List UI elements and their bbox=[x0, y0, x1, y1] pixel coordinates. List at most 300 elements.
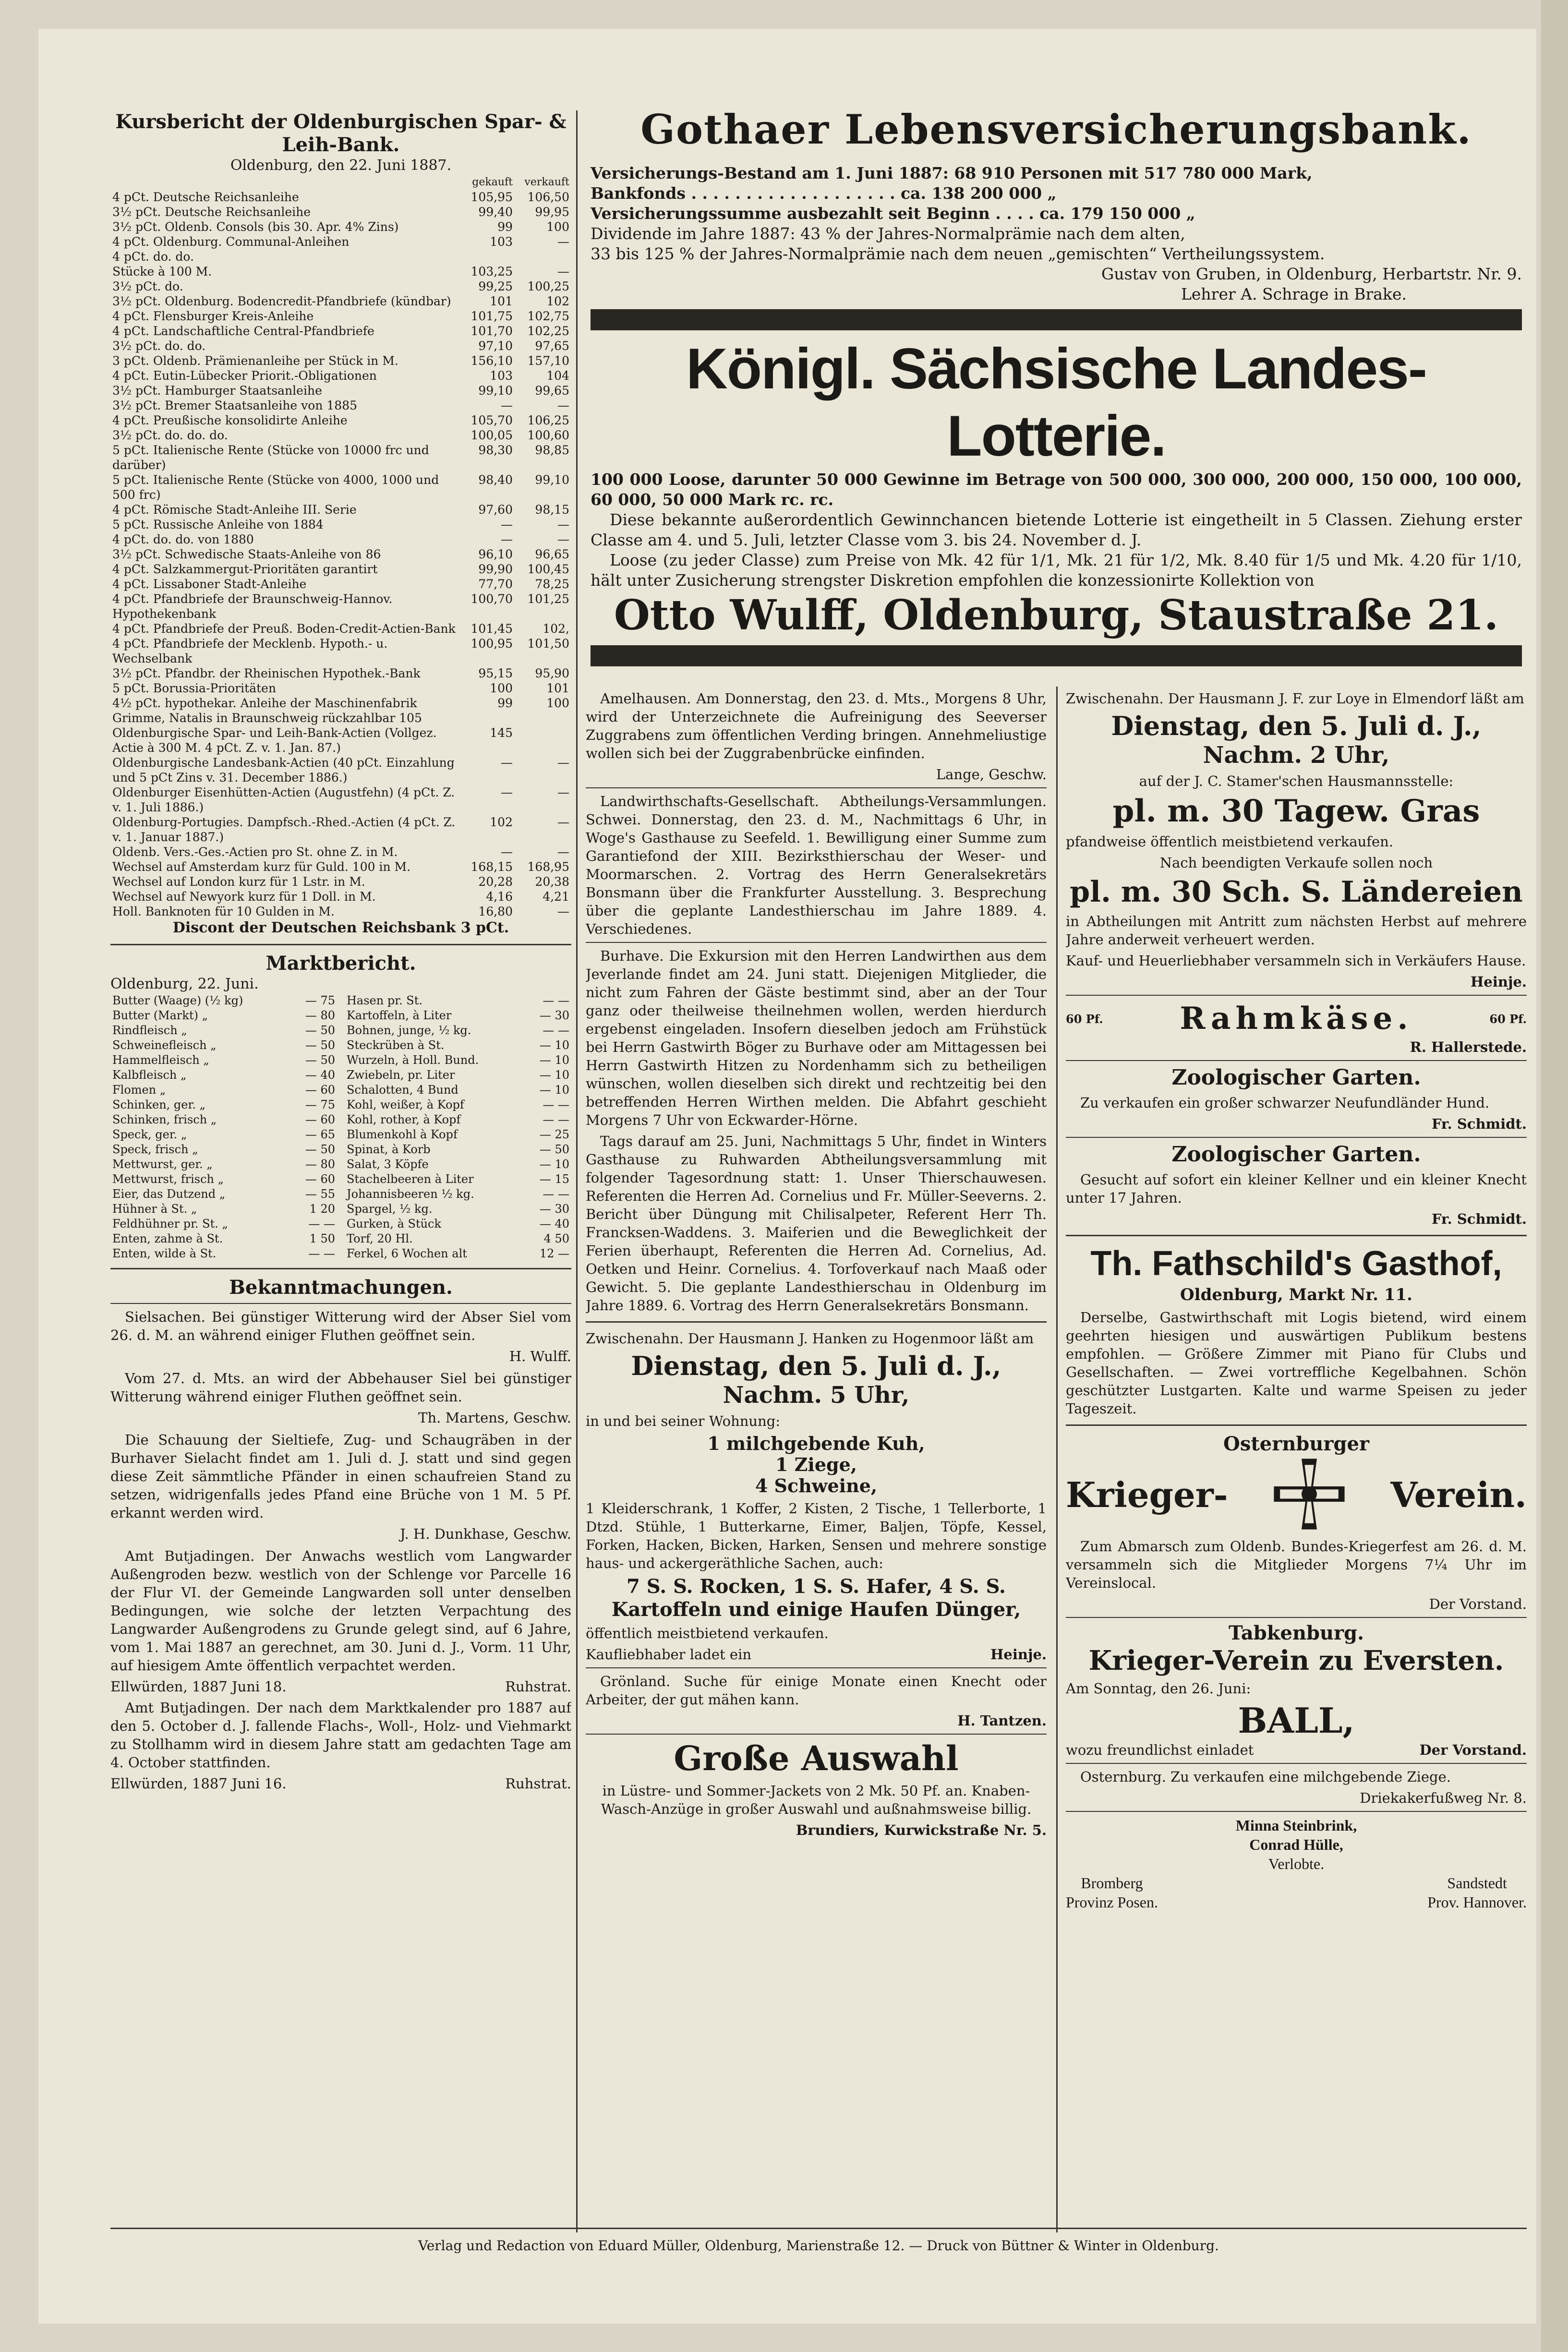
krieger-left: Krieger- bbox=[1066, 1474, 1228, 1515]
divider bbox=[110, 944, 571, 945]
verl-3: Verlobte. bbox=[1268, 1855, 1325, 1872]
grosse-auswahl: Große Auswahl bbox=[674, 1738, 959, 1778]
ost-title: Osternburger bbox=[1223, 1433, 1370, 1455]
divider bbox=[1066, 995, 1527, 996]
gotha-line-1: Versicherungs-Bestand am 1. Juni 1887: 68 910 Personen mit 517 780 000 Mark, bbox=[591, 164, 1313, 182]
table-row bbox=[110, 681, 571, 696]
tab-l2: wozu freundlichst einladet bbox=[1066, 1742, 1254, 1758]
tab-sig: Der Vorstand. bbox=[1419, 1742, 1527, 1758]
row-label: Kohl, rother, à Kopf bbox=[347, 1113, 461, 1126]
row-label: Schalotten, 4 Bund bbox=[347, 1083, 458, 1097]
table-row bbox=[110, 517, 571, 532]
row-value: — bbox=[557, 235, 569, 249]
row-value: 100 bbox=[546, 696, 569, 710]
lottery-line-2: Diese bekannte außerordentlich Gewinnchancen bietende Lotterie ist eingetheilt in 5 Classen. Ziehung erster Classe am 4. und 5. Juli, letzter Classe vom 3. bis 24. November d. J. bbox=[591, 510, 1522, 549]
zw-loye-sig: Heinje. bbox=[1471, 974, 1527, 990]
table-row bbox=[110, 472, 571, 502]
row-value: — bbox=[501, 845, 513, 859]
verl-1: Minna Steinbrink, bbox=[1235, 1817, 1357, 1834]
divider bbox=[1066, 1424, 1527, 1426]
rahm-sig: R. Hallerstede. bbox=[1410, 1039, 1527, 1055]
row-label: 4 pCt. Pfandbriefe der Preuß. Boden-Credit-Actien-Bank bbox=[112, 622, 456, 636]
table-row bbox=[110, 205, 571, 219]
row-label: 4 pCt. Deutsche Reichsanleihe bbox=[112, 190, 299, 204]
row-value: 99,40 bbox=[478, 205, 513, 219]
column-middle bbox=[586, 687, 1047, 2232]
bek-4-footer bbox=[110, 1677, 571, 1696]
row-value: 100,60 bbox=[527, 428, 569, 442]
table-row bbox=[110, 993, 337, 1008]
table-row bbox=[345, 1187, 571, 1202]
row-label: Wechsel auf Amsterdam kurz für Guld. 100 in M. bbox=[112, 860, 411, 874]
row-value: — bbox=[557, 532, 569, 546]
zw-loye-l3: Nach beendigten Verkaufe sollen noch bbox=[1159, 855, 1433, 871]
table-row bbox=[110, 1157, 337, 1172]
row-value: 20,38 bbox=[535, 875, 569, 889]
row-label: Rindfleisch „ bbox=[112, 1024, 187, 1037]
row-label: 4 pCt. Preußische konsolidirte Anleihe bbox=[112, 413, 348, 427]
rahm-price-left: 60 Pf. bbox=[1066, 1012, 1103, 1026]
table-row bbox=[110, 1142, 337, 1157]
row-label: Hammelfleisch „ bbox=[112, 1053, 209, 1067]
divider bbox=[1066, 1235, 1527, 1236]
row-label: Mettwurst, ger. „ bbox=[112, 1158, 213, 1171]
table-row bbox=[110, 249, 571, 264]
footer-rule bbox=[110, 2228, 1527, 2229]
markt-date: Oldenburg, 22. Juni. bbox=[110, 976, 259, 992]
table-row bbox=[345, 1083, 571, 1098]
bek-4: Amt Butjadingen. Der Anwachs westlich vom Langwarder Außengroden bezw. westlich von der Schlenge vor Parcelle 16 der Flur VI. der Gemeinde Langwarden soll unter denselben Bedingungen, wie solche der letzten Verpachtung des Langwarder Außengrodens zu Grunde gelegt sind, auf 6 Jahre, vom 1. Mai 1887 an gerechnet, am 30. Juni d. J., Vorm. 11 Uhr, auf hiesigem Amte öffentlich verpachtet werden. bbox=[110, 1548, 571, 1674]
table-row bbox=[110, 889, 571, 904]
row-label: Spinat, à Korb bbox=[347, 1143, 431, 1156]
row-label: Wurzeln, à Holl. Bund. bbox=[347, 1053, 479, 1067]
row-label: Speck, ger. „ bbox=[112, 1128, 187, 1141]
row-value: 97,10 bbox=[478, 339, 513, 353]
row-label: Feldhühner pr. St. „ bbox=[112, 1217, 228, 1230]
row-value: — bbox=[557, 845, 569, 859]
zw-hanken-head: Zwischenahn. Der Hausmann J. Hanken zu Hogenmoor läßt am bbox=[586, 1330, 1034, 1347]
row-label: 5 pCt. Borussia-Prioritäten bbox=[112, 681, 277, 695]
row-label: Kohl, weißer, à Kopf bbox=[347, 1098, 464, 1111]
kurs-head-gekauft: gekauft bbox=[472, 176, 513, 188]
row-label: 4 pCt. Salzkammergut-Prioritäten garantirt bbox=[112, 562, 378, 576]
table-row bbox=[110, 621, 571, 636]
row-value: — 80 bbox=[305, 1158, 335, 1171]
row-value: — 55 bbox=[305, 1187, 335, 1201]
row-value: 101 bbox=[546, 681, 569, 695]
krieger-header bbox=[1066, 1456, 1527, 1534]
row-value: 100,25 bbox=[527, 279, 569, 293]
table-row bbox=[110, 785, 571, 815]
row-label: Wechsel auf Newyork kurz für 1 Doll. in M. bbox=[112, 890, 376, 904]
row-value: — 50 bbox=[305, 1143, 335, 1156]
zw-loye-head: Zwischenahn. Der Hausmann J. F. zur Loye in Elmendorf läßt am bbox=[1066, 690, 1524, 707]
row-value: — 10 bbox=[539, 1038, 569, 1052]
row-value: 101,25 bbox=[527, 592, 569, 606]
row-label: Wechsel auf London kurz für 1 Lstr. in M. bbox=[112, 875, 365, 889]
divider bbox=[110, 1268, 571, 1269]
table-row bbox=[345, 1202, 571, 1217]
kurs-date: Oldenburg, den 22. Juni 1887. bbox=[230, 157, 452, 174]
table-row bbox=[110, 502, 571, 517]
bek-3-sig: J. H. Dunkhase, Geschw. bbox=[400, 1526, 571, 1542]
row-label: Schinken, ger. „ bbox=[112, 1098, 206, 1111]
divider bbox=[586, 1667, 1047, 1668]
row-value: 106,50 bbox=[527, 190, 569, 204]
table-row bbox=[345, 1127, 571, 1142]
gronland: Grönland. Suche für einige Monate einen Knecht oder Arbeiter, der gut mähen kann. bbox=[586, 1673, 1047, 1708]
kurs-title: Kursbericht der Oldenburgischen Spar- & Leih-Bank. bbox=[115, 110, 567, 156]
row-value: 100 bbox=[546, 220, 569, 234]
row-value: — 40 bbox=[539, 1217, 569, 1230]
zw-hanken-footer bbox=[586, 1645, 1047, 1664]
table-row bbox=[110, 666, 571, 681]
fath-sub: Oldenburg, Markt Nr. 11. bbox=[1180, 1285, 1412, 1304]
table-row bbox=[110, 547, 571, 562]
row-value: — 60 bbox=[305, 1113, 335, 1126]
row-value: 101 bbox=[490, 294, 513, 308]
row-value: 98,40 bbox=[478, 473, 513, 487]
row-label: Butter (Markt) „ bbox=[112, 1009, 208, 1022]
row-label: Oldenburg-Portugies. Dampfsch.-Rhed.-Actien (4 pCt. Z. v. 1. Januar 1887.) bbox=[112, 815, 456, 844]
top-ads bbox=[591, 163, 1522, 671]
row-label: Gurken, à Stück bbox=[347, 1217, 442, 1230]
row-label: Blumenkohl à Kopf bbox=[347, 1128, 458, 1141]
row-label: Steckrüben à St. bbox=[347, 1038, 445, 1052]
row-value: — bbox=[557, 265, 569, 278]
row-value: 102 bbox=[490, 815, 513, 829]
table-row bbox=[110, 591, 571, 621]
table-row bbox=[110, 1202, 337, 1217]
zw-hanken-l1: in und bei seiner Wohnung: bbox=[586, 1413, 781, 1429]
bek-1-sig: H. Wulff. bbox=[509, 1348, 571, 1364]
zw-hanken-date: Dienstag, den 5. Juli d. J., bbox=[631, 1351, 1001, 1381]
row-value: 99,25 bbox=[478, 279, 513, 293]
row-label: Speck, frisch „ bbox=[112, 1143, 198, 1156]
row-label: 3½ pCt. Schwedische Staats-Anleihe von 86 bbox=[112, 547, 381, 561]
row-value: 77,70 bbox=[478, 577, 513, 591]
bek-1: Sielsachen. Bei günstiger Witterung wird der Abser Siel vom 26. d. M. an während einiger Fluthen geöffnet sein. bbox=[110, 1309, 571, 1343]
bek-4-sig: Ruhstrat. bbox=[505, 1678, 571, 1695]
row-value: 20,28 bbox=[478, 875, 513, 889]
table-row bbox=[110, 1127, 337, 1142]
table-row bbox=[110, 1231, 337, 1246]
bek-2-sig: Th. Martens, Geschw. bbox=[418, 1410, 571, 1426]
lottery-title: Königl. Sächsische Landes-Lotterie. bbox=[686, 337, 1426, 468]
row-value: 96,65 bbox=[535, 547, 569, 561]
row-label: Enten, wilde à St. bbox=[112, 1247, 217, 1260]
bek-3: Die Schauung der Sieltiefe, Zug- und Schaugräben in der Burhaver Sielacht findet am 1. Juli d. J. statt und sind gegen diese Zeit sämmtliche Pfänder in einen schaufreien Stand zu setzen, widrigenfalls jedes Pfand eine Brüche von 1 M. 5 Pf. erkannt werden wird. bbox=[110, 1432, 571, 1521]
table-row bbox=[110, 264, 571, 279]
kurs-head-verkauft: verkauft bbox=[524, 176, 569, 188]
row-label: Stücke à 100 M. bbox=[112, 265, 212, 278]
row-label: Flomen „ bbox=[112, 1083, 166, 1097]
table-row bbox=[345, 1038, 571, 1053]
row-label: 3½ pCt. Oldenburg. Bodencredit-Pfandbriefe (kündbar) bbox=[112, 294, 451, 308]
table-row bbox=[110, 562, 571, 577]
row-value: — bbox=[557, 756, 569, 770]
tags-darauf: Tags darauf am 25. Juni, Nachmittags 5 Uhr, findet in Winters Gasthause zu Ruhwarden Abtheilungsversammlung mit folgender Tagesordnung statt: 1. Unser Thierschauwesen. Referenten die Herren Ad. Cornelius und Fr. Müller-Seeverns. 2. Bericht über Düngung mit Chilisalpeter, Referent Herr Th. Francksen-Waddens. 3. Maiferien und die Beweglichkeit der Ferien überhaupt, Referenten die Herren Ad. Cornelius, Ad. Oetken und Heinr. Cornelius. 4. Torfoverkauf nach Maaß oder Gewicht. 5. Die geplante Landesthierschau in Oldenburg im Jahre 1889. 6. Vortrag des Herrn Generalsekretärs Bonsmann. bbox=[586, 1133, 1047, 1314]
row-label: 4 pCt. Eutin-Lübecker Priorit.-Obligationen bbox=[112, 369, 377, 383]
table-row bbox=[345, 1068, 571, 1083]
divider bbox=[1066, 1811, 1527, 1812]
row-value: 96,10 bbox=[478, 547, 513, 561]
table-row bbox=[110, 279, 571, 294]
row-label: Oldenburgische Spar- und Leih-Bank-Actien (Vollgez. Actie à 300 M. 4 pCt. Z. v. 1. Jan. 87.) bbox=[112, 726, 437, 755]
row-label: 4 pCt. Landschaftliche Central-Pfandbriefe bbox=[112, 324, 374, 338]
amelhausen-sig: Lange, Geschw. bbox=[936, 766, 1047, 783]
kurs-table bbox=[110, 175, 571, 919]
row-value: — bbox=[557, 518, 569, 531]
row-value: 156,10 bbox=[470, 354, 513, 368]
markt-title: Marktbericht. bbox=[265, 952, 416, 975]
row-value: 98,15 bbox=[535, 503, 569, 517]
row-value bbox=[515, 725, 571, 755]
table-row bbox=[110, 1083, 337, 1098]
row-value: 100,45 bbox=[527, 562, 569, 576]
table-row bbox=[110, 696, 571, 725]
row-value: 101,70 bbox=[470, 324, 513, 338]
row-value: 105,70 bbox=[470, 413, 513, 427]
row-label: 3½ pCt. do. do. do. bbox=[112, 428, 228, 442]
table-row bbox=[110, 725, 571, 755]
table-row bbox=[110, 413, 571, 428]
row-value: 104 bbox=[546, 369, 569, 383]
verl-a: Bromberg bbox=[1081, 1874, 1143, 1892]
row-value: 95,15 bbox=[478, 666, 513, 680]
tab-l1: Am Sonntag, den 26. Juni: bbox=[1066, 1680, 1251, 1697]
row-label: 4 pCt. Flensburger Kreis-Anleihe bbox=[112, 309, 314, 323]
row-label: 4 pCt. Lissaboner Stadt-Anleihe bbox=[112, 577, 307, 591]
zw-hanken-l4: 4 Schweine, bbox=[755, 1475, 878, 1496]
divider bbox=[110, 1303, 571, 1304]
row-value: 4 50 bbox=[543, 1232, 569, 1245]
row-label: 5 pCt. Italienische Rente (Stücke von 10000 frc und darüber) bbox=[112, 443, 429, 472]
row-value: 168,95 bbox=[527, 860, 569, 874]
binding-edge bbox=[1541, 0, 1568, 2352]
lottery-line-3: Loose (zu jeder Classe) zum Preise von Mk. 42 für 1/1, Mk. 21 für 1/2, Mk. 8.40 für 1/5 und Mk. 4.20 für 1/10, hält unter Zusicherung strengster Diskretion empfohlen die konzessionirte Kollektion von bbox=[591, 551, 1522, 590]
row-label: Hasen pr. St. bbox=[347, 994, 423, 1007]
row-label: Kartoffeln, à Liter bbox=[347, 1009, 452, 1022]
row-value: — 10 bbox=[539, 1083, 569, 1097]
row-value: 101,45 bbox=[470, 622, 513, 636]
row-label: 4 pCt. Römische Stadt-Anleihe III. Serie bbox=[112, 503, 357, 517]
divider bbox=[1066, 1060, 1527, 1061]
row-value: 100,70 bbox=[470, 592, 513, 606]
row-value: 157,10 bbox=[527, 354, 569, 368]
row-label: Johannisbeeren ½ kg. bbox=[347, 1187, 474, 1201]
zw-loye-date: Dienstag, den 5. Juli d. J., bbox=[1111, 711, 1482, 741]
verl-places bbox=[1066, 1873, 1527, 1912]
row-value: — — bbox=[543, 1098, 569, 1111]
table-row bbox=[110, 1098, 337, 1112]
zoo1-title: Zoologischer Garten. bbox=[1171, 1065, 1421, 1090]
table-row bbox=[345, 1023, 571, 1038]
zw-hanken-l7: öffentlich meistbietend verkaufen. bbox=[586, 1625, 829, 1641]
row-value: — 10 bbox=[539, 1068, 569, 1082]
row-value: — bbox=[557, 398, 569, 412]
zw-hanken-sig: Heinje. bbox=[990, 1646, 1047, 1663]
verl-b: Provinz Posen. bbox=[1066, 1894, 1158, 1911]
gotha-line-3: Versicherungssumme ausbezahlt seit Beginn . . . . ca. 179 150 000 „ bbox=[591, 204, 1195, 223]
row-value: — 65 bbox=[305, 1128, 335, 1141]
column-right bbox=[1066, 687, 1527, 2232]
table-row bbox=[110, 398, 571, 413]
column-rule bbox=[1056, 687, 1058, 2232]
verl-2: Conrad Hülle, bbox=[1249, 1836, 1343, 1853]
row-label: Enten, zahme à St. bbox=[112, 1232, 223, 1245]
row-value: 99 bbox=[497, 220, 513, 234]
row-value: — bbox=[557, 785, 569, 799]
zw-loye-big1: pl. m. 30 Tagew. Gras bbox=[1112, 793, 1480, 829]
row-value: — 80 bbox=[305, 1009, 335, 1022]
row-label: 3½ pCt. Pfandbr. der Rheinischen Hypothek.-Bank bbox=[112, 666, 421, 680]
row-value: — 10 bbox=[539, 1158, 569, 1171]
bek-5: Amt Butjadingen. Der nach dem Marktkalender pro 1887 auf den 5. October d. J. fallende Flachs-, Woll-, Holz- und Viehmarkt zu Stollhamm wird in diesem Jahre statt am gedachten Tage am 4. October stattfinden. bbox=[110, 1700, 571, 1771]
row-value: 100 bbox=[490, 681, 513, 695]
row-value: 145 bbox=[490, 726, 513, 740]
zoo2-body: Gesucht auf sofort ein kleiner Kellner und ein kleiner Knecht unter 17 Jahren. bbox=[1066, 1171, 1527, 1206]
row-value: 100,95 bbox=[470, 637, 513, 651]
rahm-price-right: 60 Pf. bbox=[1489, 1012, 1527, 1026]
row-value: 101,50 bbox=[527, 637, 569, 651]
bek-title: Bekanntmachungen. bbox=[229, 1276, 453, 1299]
row-label: 4½ pCt. hypothekar. Anleihe der Maschinenfabrik Grimme, Natalis in Braunschweig rückzahlbar 105 bbox=[112, 696, 422, 725]
bek-5-footer bbox=[110, 1774, 571, 1793]
lottery-line-1: 100 000 Loose, darunter 50 000 Gewinne im Betrage von 500 000, 300 000, 200 000, 150 000, 100 000, 60 000, 50 000 Mark rc. rc. bbox=[591, 470, 1522, 509]
markt-table bbox=[110, 993, 571, 1261]
grosse-sig: Brundiers, Kurwickstraße Nr. 5. bbox=[796, 1822, 1047, 1838]
row-label: 3½ pCt. do. bbox=[112, 279, 183, 293]
row-label: Salat, 3 Köpfe bbox=[347, 1158, 429, 1171]
row-label: Mettwurst, frisch „ bbox=[112, 1172, 224, 1186]
row-label: 3 pCt. Oldenb. Prämienanleihe per Stück in M. bbox=[112, 354, 398, 368]
table-row bbox=[110, 383, 571, 398]
row-value: — 50 bbox=[305, 1053, 335, 1067]
row-value: — 75 bbox=[305, 994, 335, 1007]
row-label: Butter (Waage) (½ kg) bbox=[112, 994, 243, 1007]
row-value: 99,65 bbox=[535, 384, 569, 398]
row-label: Torf, 20 Hl. bbox=[347, 1232, 413, 1245]
row-value: 103 bbox=[490, 369, 513, 383]
tab-big: Krieger-Verein zu Eversten. bbox=[1088, 1645, 1504, 1677]
bek-5-place: Ellwürden, 1887 Juni 16. bbox=[110, 1775, 287, 1792]
table-row bbox=[110, 1172, 337, 1187]
zw-loye-l4: in Abtheilungen mit Antritt zum nächsten Herbst auf mehrere Jahre anderweit verheuert werden. bbox=[1066, 913, 1527, 948]
table-row bbox=[110, 636, 571, 666]
table-row bbox=[110, 190, 571, 205]
ost2-body: Osternburg. Zu verkaufen eine milchgebende Ziege. bbox=[1080, 1769, 1451, 1785]
column-rule bbox=[576, 110, 578, 2232]
row-value: — — bbox=[308, 1247, 335, 1260]
zw-hanken-l5: 1 Kleiderschrank, 1 Koffer, 2 Kisten, 2 Tische, 1 Tellerborte, 1 Dtzd. Stühle, 1 Butterkarne, Eimer, Baljen, Töpfe, Kessel, Forken, Hacken, Bicken, Harken, Sensen und mehrere sonstige haus- und ackergeräthliche Sachen, auch: bbox=[586, 1500, 1047, 1571]
otto-wulff: Otto Wulff, Oldenburg, Staustraße 21. bbox=[614, 591, 1499, 639]
burhave: Burhave. Die Exkursion mit den Herren Landwirthen aus dem Jeverlande findet am 24. Juni statt. Diejenigen Mitglieder, die nicht zum Fahren der Gäste bestimmt sind, aber an der Tour ganz oder theilweise theilnehmen wollen, werden hierdurch ergebenst eingeladen. Insofern dieselben jedoch am Frühstück bei Herrn Gastwirth Böger zu Burhave oder am Mittagessen bei Herrn Gastwirth Hitzen zu Nordenhamm sich zu betheiligen wünschen, wollen dieselben sich direkt und rechtzeitig bei den betreffenden Herren Wirthen melden. Die Abfahrt geschieht Morgens 7 Uhr von Eckwarder-Hörne. bbox=[586, 948, 1047, 1128]
row-value: — bbox=[501, 756, 513, 770]
table-row bbox=[110, 1023, 337, 1038]
table-row bbox=[110, 1008, 337, 1023]
row-label: 4 pCt. do. do. von 1880 bbox=[112, 532, 254, 546]
amelhausen: Amelhausen. Am Donnerstag, den 23. d. Mts., Morgens 8 Uhr, wird der Unterzeichnete die Aufreinigung des Seeverser Zuggrabens zum öffentlichen Verding bringen. Annehmeliustige wollen sich bei der Zuggrabenbrücke einfinden. bbox=[586, 690, 1047, 761]
fath-body: Derselbe, Gastwirthschaft mit Logis bietend, wird einem geehrten hiesigen und auswärtigen Publikum bestens empfohlen. — Größere Zimmer mit Piano für Clubs und Gesellschaften. — Zwei vortreffliche Kegelbahnen. Schön geschützter Lustgarten. Kalte und warme Speisen zu jeder Tageszeit. bbox=[1066, 1309, 1527, 1417]
divider bbox=[586, 942, 1047, 943]
row-label: 4 pCt. Pfandbriefe der Mecklenb. Hypoth.- u. Wechselbank bbox=[112, 637, 388, 665]
row-value: 78,25 bbox=[535, 577, 569, 591]
table-row bbox=[345, 1172, 571, 1187]
table-row bbox=[345, 1053, 571, 1068]
row-value: 102, bbox=[543, 622, 569, 636]
row-value: — — bbox=[543, 1024, 569, 1037]
verl-c: Sandstedt bbox=[1447, 1874, 1507, 1892]
table-row bbox=[110, 904, 571, 919]
row-value: 99,95 bbox=[535, 205, 569, 219]
divider bbox=[586, 1734, 1047, 1735]
gotha-line-6: Gustav von Gruben, in Oldenburg, Herbartstr. Nr. 9. bbox=[1101, 265, 1522, 283]
row-label: Eier, das Dutzend „ bbox=[112, 1187, 226, 1201]
row-value bbox=[515, 249, 571, 264]
rahm-title: Rahmkäse. bbox=[1180, 1001, 1413, 1037]
zw-loye-l1: auf der J. C. Stamer'schen Hausmannsstelle: bbox=[1139, 773, 1454, 789]
gotha-line-4: Dividende im Jahre 1887: 43 % der Jahres-Normalprämie nach dem alten, bbox=[591, 224, 1185, 243]
table-row bbox=[110, 1217, 337, 1231]
row-value: 99,10 bbox=[478, 384, 513, 398]
row-value: 1 50 bbox=[309, 1232, 335, 1245]
table-row bbox=[110, 1053, 337, 1068]
gotha-line-5: 33 bis 125 % der Jahres-Normalprämie nach dem neuen „gemischten“ Vertheilungssystem. bbox=[591, 244, 1325, 263]
tab-title: Tabkenburg. bbox=[1228, 1622, 1364, 1644]
row-value: — 30 bbox=[539, 1202, 569, 1216]
table-row bbox=[110, 874, 571, 889]
table-row bbox=[345, 1142, 571, 1157]
table-row bbox=[110, 577, 571, 591]
row-label: Kalbfleisch „ bbox=[112, 1068, 187, 1082]
row-label: Oldenburger Eisenhütten-Actien (Augustfehn) (4 pCt. Z. v. 1. Juli 1886.) bbox=[112, 785, 455, 814]
zw-hanken-time: Nachm. 5 Uhr, bbox=[723, 1382, 910, 1409]
row-value: — — bbox=[308, 1217, 335, 1230]
rahmkaese bbox=[1066, 1000, 1527, 1038]
table-row bbox=[110, 1038, 337, 1053]
tab-ball: BALL, bbox=[1238, 1700, 1355, 1741]
krieger-right: Verein. bbox=[1390, 1474, 1527, 1515]
black-bar bbox=[591, 645, 1522, 666]
zoo1-body: Zu verkaufen ein großer schwarzer Neufundländer Hund. bbox=[1080, 1095, 1490, 1111]
row-value: — 60 bbox=[305, 1083, 335, 1097]
row-label: Hühner à St. „ bbox=[112, 1202, 197, 1216]
row-label: Holl. Banknoten für 10 Gulden in M. bbox=[112, 905, 335, 918]
row-value: 101,75 bbox=[470, 309, 513, 323]
table-row bbox=[110, 338, 571, 353]
table-row bbox=[110, 294, 571, 309]
row-value: 16,80 bbox=[478, 905, 513, 918]
zw-loye-l2: pfandweise öffentlich meistbietend verkaufen. bbox=[1066, 833, 1394, 850]
row-value: 103 bbox=[490, 235, 513, 249]
table-row bbox=[110, 1068, 337, 1083]
row-label: 5 pCt. Italienische Rente (Stücke von 4000, 1000 und 500 frc) bbox=[112, 473, 439, 502]
table-row bbox=[110, 428, 571, 443]
bek-2: Vom 27. d. Mts. an wird der Abbehauser Siel bei günstiger Witterung während einiger Fluthen geöffnet sein. bbox=[110, 1370, 571, 1405]
row-value: 99,90 bbox=[478, 562, 513, 576]
row-label: 4 pCt. Pfandbriefe der Braunschweig-Hannov. Hypothekenbank bbox=[112, 592, 393, 621]
gotha-line-2: Bankfonds . . . . . . . . . . . . . . . . . . . ca. 138 200 000 „ bbox=[591, 184, 1057, 203]
row-value: — 50 bbox=[539, 1143, 569, 1156]
row-value: — 60 bbox=[305, 1172, 335, 1186]
zw-hanken-l8: Kaufliebhaber ladet ein bbox=[586, 1646, 752, 1663]
row-label: Oldenb. Vers.-Ges.-Actien pro St. ohne Z. in M. bbox=[112, 845, 398, 859]
gotha-line-7: Lehrer A. Schrage in Brake. bbox=[1181, 285, 1407, 303]
row-value: — 10 bbox=[539, 1053, 569, 1067]
zw-loye-big2: pl. m. 30 Sch. S. Ländereien bbox=[1070, 875, 1523, 909]
row-value bbox=[458, 249, 515, 264]
